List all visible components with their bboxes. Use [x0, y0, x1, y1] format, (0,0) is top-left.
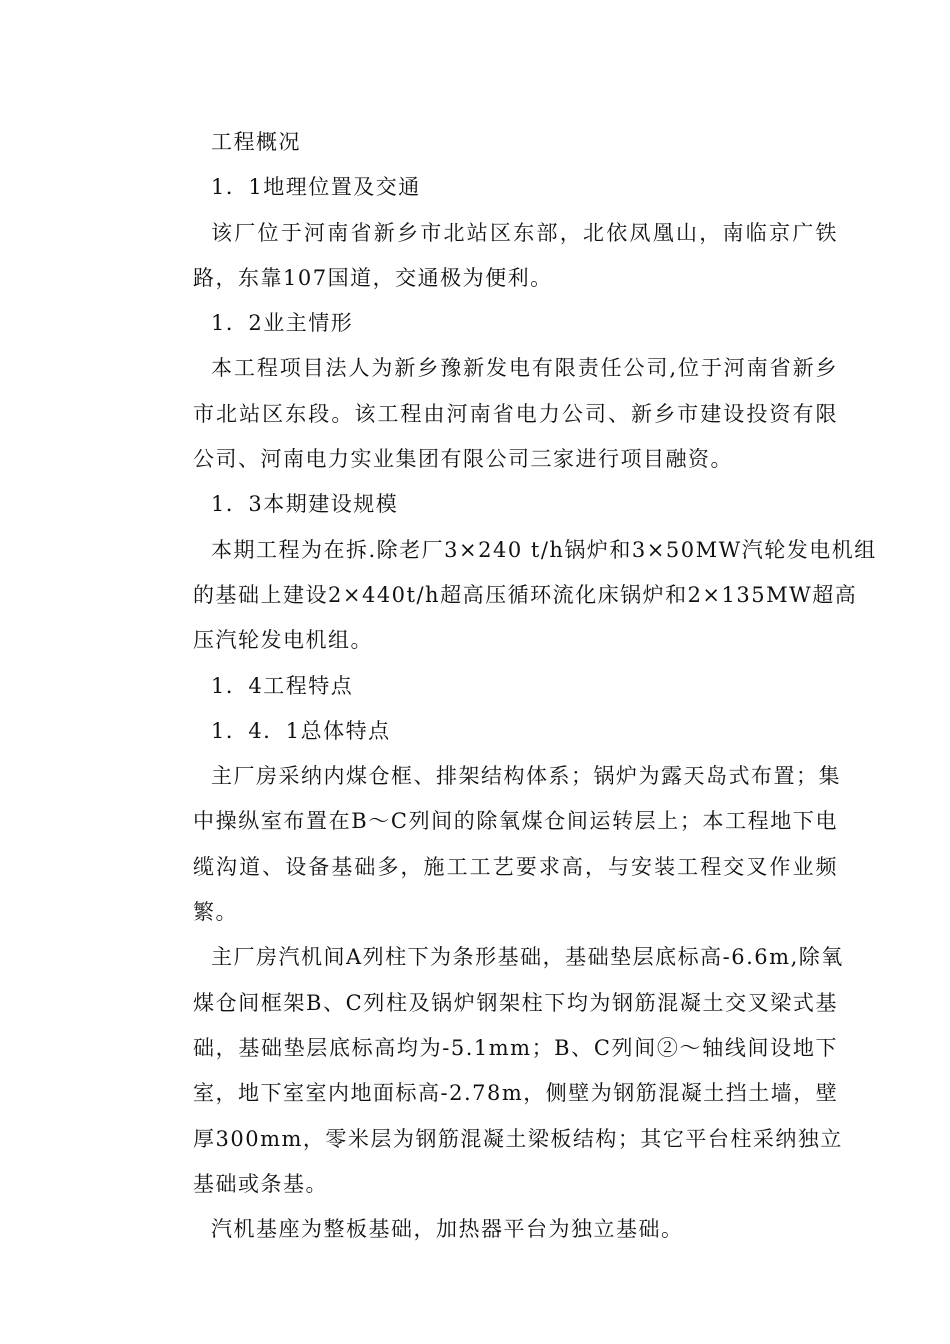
section-heading-owner: 1．2业主情形 [211, 311, 354, 336]
paragraph-line: 该厂位于河南省新乡市北站区东部，北依凤凰山，南临京广铁 [211, 220, 838, 245]
paragraph-line: 压汽轮发电机组。 [193, 628, 373, 653]
paragraph-line: 的基础上建设2×440t/h超高压循环流化床锅炉和2×135MW超高 [193, 582, 858, 607]
paragraph-line: 本期工程为在拆.除老厂3×240 t/h锅炉和3×50MW汽轮发电机组 [211, 537, 877, 562]
paragraph-line: 本工程项目法人为新乡豫新发电有限责任公司,位于河南省新乡 [211, 356, 838, 381]
paragraph-turbine-base [193, 1207, 838, 1252]
paragraph-line: 室，地下室室内地面标高-2.78m，侧壁为钢筋混凝土挡土墙，壁 [193, 1081, 839, 1106]
paragraph-line: 繁。 [193, 900, 238, 925]
document-body [193, 120, 877, 1252]
subsection-heading-overall: 1．4．1总体特点 [211, 718, 391, 743]
paragraph-line: 汽机基座为整板基础，加热器平台为独立基础。 [211, 1217, 684, 1242]
section-heading-scale: 1．3本期建设规模 [211, 492, 399, 517]
paragraph-location [193, 211, 838, 302]
document-title: 工程概况 [211, 130, 301, 154]
section-heading-features: 1．4工程特点 [211, 673, 354, 698]
paragraph-line: 主厂房汽机间A列柱下为条形基础，基础垫层底标高-6.6m,除氧 [211, 945, 844, 970]
paragraph-line: 路，东靠107国道，交通极为便利。 [193, 265, 553, 290]
paragraph-scale [193, 528, 877, 664]
paragraph-foundation [193, 935, 844, 1207]
paragraph-line: 市北站区东段。该工程由河南省电力公司、新乡市建设投资有限 [193, 401, 838, 426]
paragraph-line: 公司、河南电力实业集团有限公司三家进行项目融资。 [193, 447, 733, 472]
paragraph-line: 缆沟道、设备基础多，施工工艺要求高，与安装工程交叉作业频 [193, 854, 838, 879]
paragraph-line: 煤仓间框架B、C列柱及锅炉钢架柱下均为钢筋混凝土交叉梁式基 [193, 990, 838, 1015]
paragraph-line: 基础或条基。 [193, 1171, 328, 1196]
paragraph-line: 中操纵室布置在B～C列间的除氧煤仓间运转层上；本工程地下电 [193, 809, 838, 834]
paragraph-line: 础，基础垫层底标高均为-5.1mm；B、C列间②～轴线间设地下 [193, 1035, 838, 1060]
paragraph-line: 厚300mm，零米层为钢筋混凝土梁板结构；其它平台柱采纳独立 [193, 1126, 843, 1151]
section-heading-location: 1．1地理位置及交通 [211, 175, 421, 200]
paragraph-structure [193, 754, 841, 935]
paragraph-line: 主厂房采纳内煤仓框、排架结构体系；锅炉为露天岛式布置；集 [211, 764, 841, 789]
paragraph-owner [193, 346, 838, 482]
